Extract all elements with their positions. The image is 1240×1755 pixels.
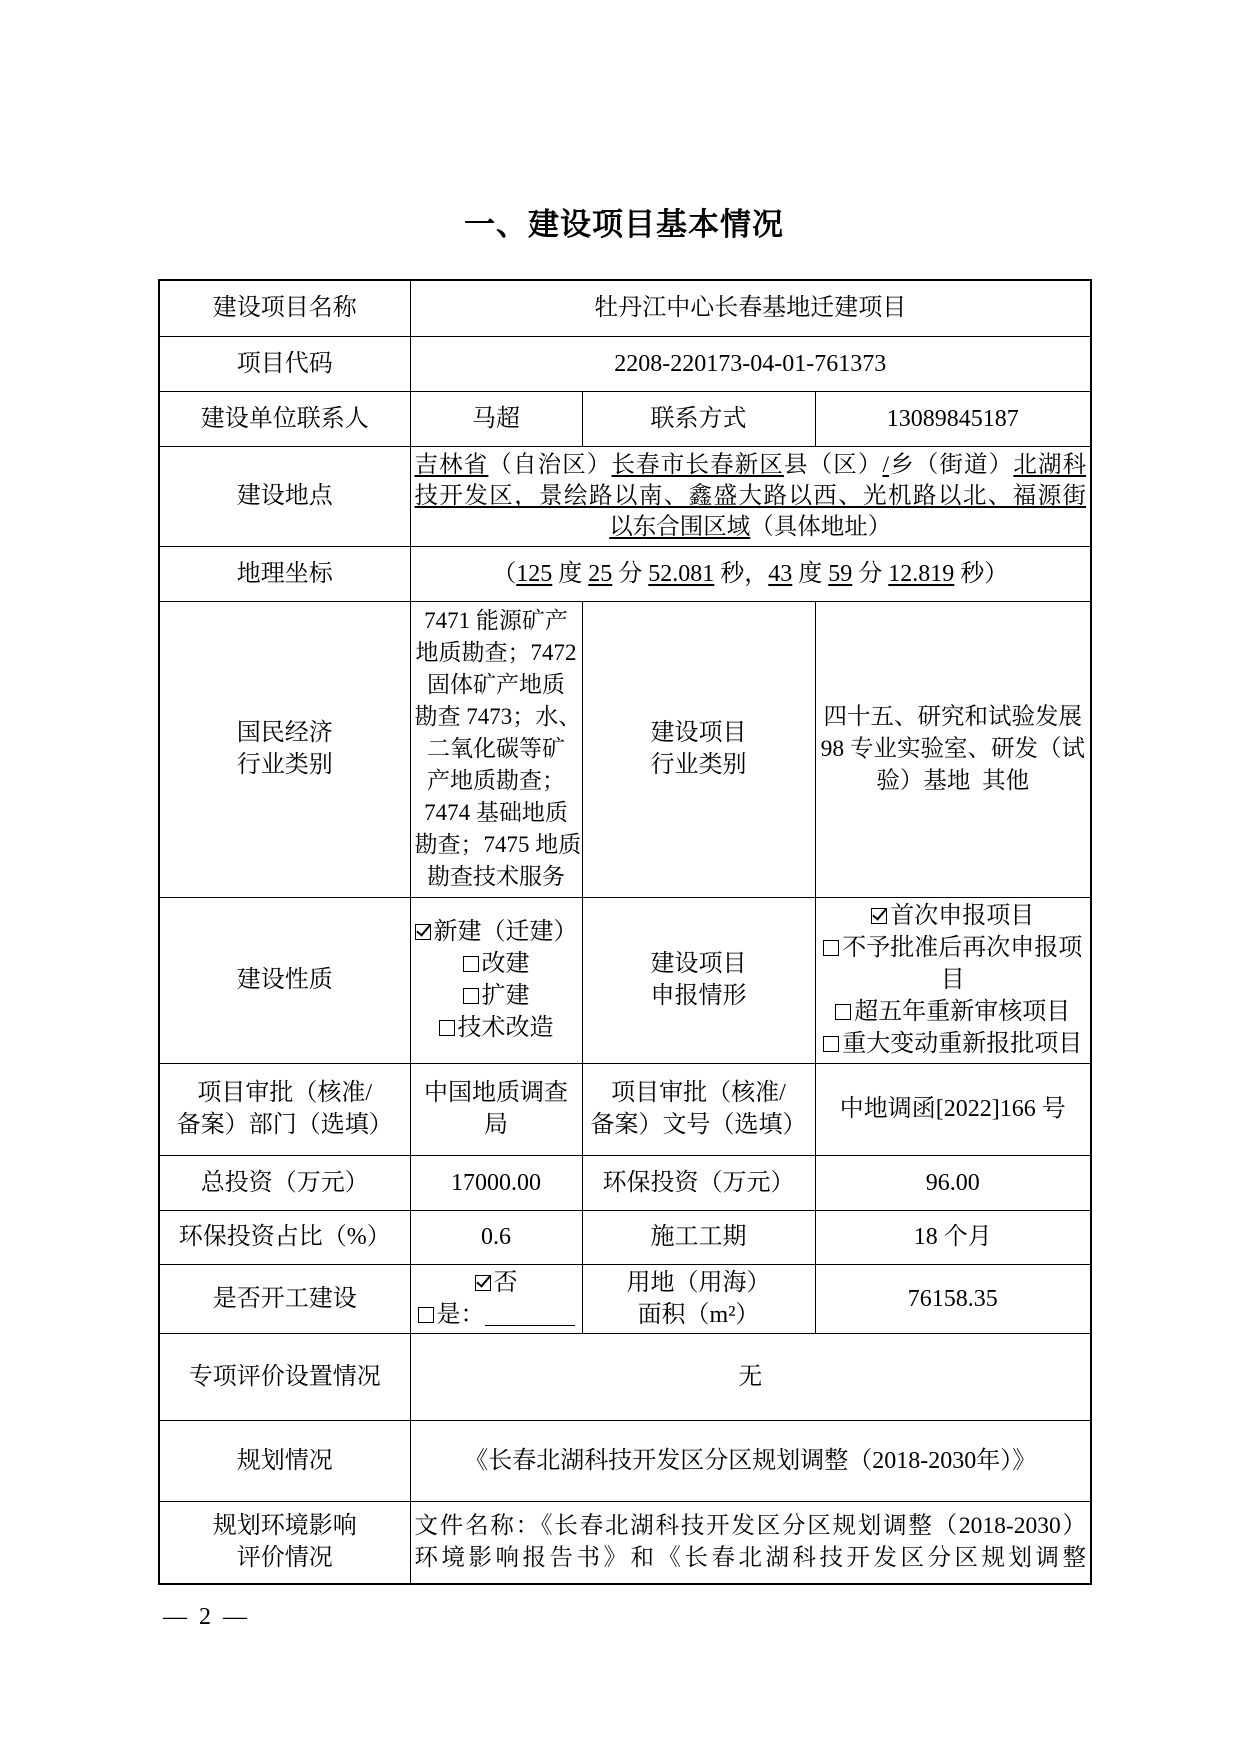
declaration-option-label: 重大变动重新报批项目 <box>842 1031 1083 1057</box>
project-industry-label: 建设项目 行业类别 <box>582 601 815 897</box>
project-industry-value: 四十五、研究和试验发展 98 专业实验室、研发（试 验）基地 其他 <box>815 601 1091 897</box>
location-city: 长春市 <box>611 451 686 478</box>
row-started <box>159 1264 1091 1333</box>
planning-eia-value: 文件名称：《长春北湖科技开发区分区规划调整（2018-2030） 环境影响报告书》和《长春北湖科技开发区分区规划调整 <box>410 1501 1091 1584</box>
checkbox-icon <box>835 1004 851 1020</box>
project-code-value: 2208-220173-04-01-761373 <box>410 336 1091 391</box>
nature-option <box>415 1012 578 1044</box>
declaration-option <box>820 996 1087 1028</box>
row-location <box>159 446 1091 546</box>
degree-unit: 度 <box>552 560 589 587</box>
planning-value: 《长春北湖科技开发区分区规划调整（2018-2030年）》 <box>410 1420 1091 1501</box>
env-investment-value: 96.00 <box>815 1155 1091 1210</box>
checkbox-icon <box>823 1036 839 1052</box>
row-planning-eia <box>159 1501 1091 1584</box>
coord-open: （ <box>492 560 517 587</box>
location-province: 吉林省 <box>414 451 489 478</box>
coord-close: 秒） <box>954 560 1009 587</box>
row-planning <box>159 1420 1091 1501</box>
checkbox-icon <box>475 1275 491 1291</box>
second-unit: 秒， <box>714 560 769 587</box>
fill-in-blank <box>485 1303 575 1326</box>
checkbox-icon <box>823 940 839 956</box>
location-line-3 <box>415 512 1087 543</box>
approval-doc-value: 中地调函[2022]166 号 <box>815 1063 1091 1155</box>
approval-dept-label: 项目审批（核准/ 备案）部门（选填） <box>159 1063 410 1155</box>
page-number: — 2 — <box>163 1604 247 1630</box>
declaration-option <box>820 900 1087 932</box>
nature-option <box>415 916 578 948</box>
special-eval-value: 无 <box>410 1333 1091 1420</box>
checkbox-icon <box>871 908 887 924</box>
total-investment-label: 总投资（万元） <box>159 1155 410 1210</box>
approval-dept-value: 中国地质调查 局 <box>410 1063 582 1155</box>
contact-method-value: 13089845187 <box>815 391 1091 446</box>
nature-option <box>415 980 578 1012</box>
row-coordinates <box>159 546 1091 601</box>
longitude-minutes: 25 <box>588 560 613 587</box>
project-name-value: 牡丹江中心长春基地迁建项目 <box>410 280 1091 336</box>
row-approval <box>159 1063 1091 1155</box>
location-value <box>410 446 1091 546</box>
longitude-degrees: 125 <box>516 560 553 587</box>
declaration-label: 建设项目 申报情形 <box>582 897 815 1063</box>
location-detail: 以东合围区域 <box>609 513 751 540</box>
latitude-degrees: 43 <box>768 560 793 587</box>
coordinates-label: 地理坐标 <box>159 546 410 601</box>
planning-label: 规划情况 <box>159 1420 410 1501</box>
declaration-option-label: 不予批准后再次申报项目 <box>842 935 1083 993</box>
checkbox-icon <box>415 924 431 940</box>
declaration-options <box>815 897 1091 1063</box>
started-option <box>415 1299 578 1331</box>
nature-option-label: 改建 <box>481 951 530 977</box>
nature-option-label: 新建（迁建） <box>433 919 578 945</box>
land-area-value: 76158.35 <box>815 1264 1091 1333</box>
latitude-seconds: 12.819 <box>888 560 955 587</box>
planning-eia-label: 规划环境影响 评价情况 <box>159 1501 410 1584</box>
declaration-option-label: 首次申报项目 <box>890 903 1035 929</box>
project-code-label: 项目代码 <box>159 336 410 391</box>
checkbox-icon <box>418 1307 434 1323</box>
degree-unit: 度 <box>792 560 829 587</box>
nature-options <box>410 897 582 1063</box>
contact-method-label: 联系方式 <box>582 391 815 446</box>
special-eval-label: 专项评价设置情况 <box>159 1333 410 1420</box>
page-title: 一、建设项目基本情况 <box>464 207 784 242</box>
national-industry-value: 7471 能源矿产 地质勘查；7472 固体矿产地质 勘查 7473；水、 二氧化碳等矿 产地质勘查； 7474 基础地质 勘查；7475 地质 勘查技术服务 <box>410 601 582 897</box>
checkbox-icon <box>439 1020 455 1036</box>
latitude-minutes: 59 <box>828 560 853 587</box>
location-province-suffix: （自治区） <box>488 451 612 478</box>
location-detail: 北湖科 <box>1013 451 1087 478</box>
env-ratio-label: 环保投资占比（%） <box>159 1210 410 1264</box>
minute-unit: 分 <box>612 560 649 587</box>
env-ratio-value: 0.6 <box>410 1210 582 1264</box>
nature-label: 建设性质 <box>159 897 410 1063</box>
approval-doc-label: 项目审批（核准/ 备案）文号（选填） <box>582 1063 815 1155</box>
started-option-label: 是： <box>436 1301 485 1328</box>
checkbox-icon <box>463 988 479 1004</box>
row-special-eval <box>159 1333 1091 1420</box>
started-option <box>415 1267 578 1299</box>
env-investment-label: 环保投资（万元） <box>582 1155 815 1210</box>
location-label: 建设地点 <box>159 446 410 546</box>
coordinates-value <box>410 546 1091 601</box>
location-line-1 <box>415 450 1087 481</box>
project-name-label: 建设项目名称 <box>159 280 410 336</box>
contact-value: 马超 <box>410 391 582 446</box>
location-county: 长春新区 <box>685 451 784 478</box>
started-options <box>410 1264 582 1333</box>
location-county-suffix: 县（区） <box>783 451 883 478</box>
land-area-label: 用地（用海） 面积（m²） <box>582 1264 815 1333</box>
national-industry-label: 国民经济 行业类别 <box>159 601 410 897</box>
declaration-option <box>820 1028 1087 1060</box>
location-detail-suffix: （具体地址） <box>750 513 892 540</box>
row-nature <box>159 897 1091 1063</box>
row-contact <box>159 391 1091 446</box>
nature-option-label: 技术改造 <box>457 1015 554 1041</box>
minute-unit: 分 <box>852 560 889 587</box>
project-info-table <box>158 279 1092 1585</box>
construction-period-label: 施工工期 <box>582 1210 815 1264</box>
location-township: / <box>882 451 890 478</box>
started-label: 是否开工建设 <box>159 1264 410 1333</box>
checkbox-icon <box>463 956 479 972</box>
construction-period-value: 18 个月 <box>815 1210 1091 1264</box>
started-option-label: 否 <box>493 1269 518 1296</box>
row-industry <box>159 601 1091 897</box>
location-detail: 技开发区，景绘路以南、鑫盛大路以西、光机路以北、福源街 <box>414 482 1087 509</box>
row-project-code <box>159 336 1091 391</box>
row-ratio <box>159 1210 1091 1264</box>
contact-label: 建设单位联系人 <box>159 391 410 446</box>
location-township-suffix: 乡（街道） <box>889 451 1014 478</box>
row-project-name <box>159 280 1091 336</box>
longitude-seconds: 52.081 <box>648 560 715 587</box>
nature-option <box>415 948 578 980</box>
total-investment-value: 17000.00 <box>410 1155 582 1210</box>
location-line-2 <box>415 481 1087 512</box>
nature-option-label: 扩建 <box>481 983 530 1009</box>
declaration-option <box>820 932 1087 996</box>
row-investment <box>159 1155 1091 1210</box>
declaration-option-label: 超五年重新审核项目 <box>854 999 1071 1025</box>
